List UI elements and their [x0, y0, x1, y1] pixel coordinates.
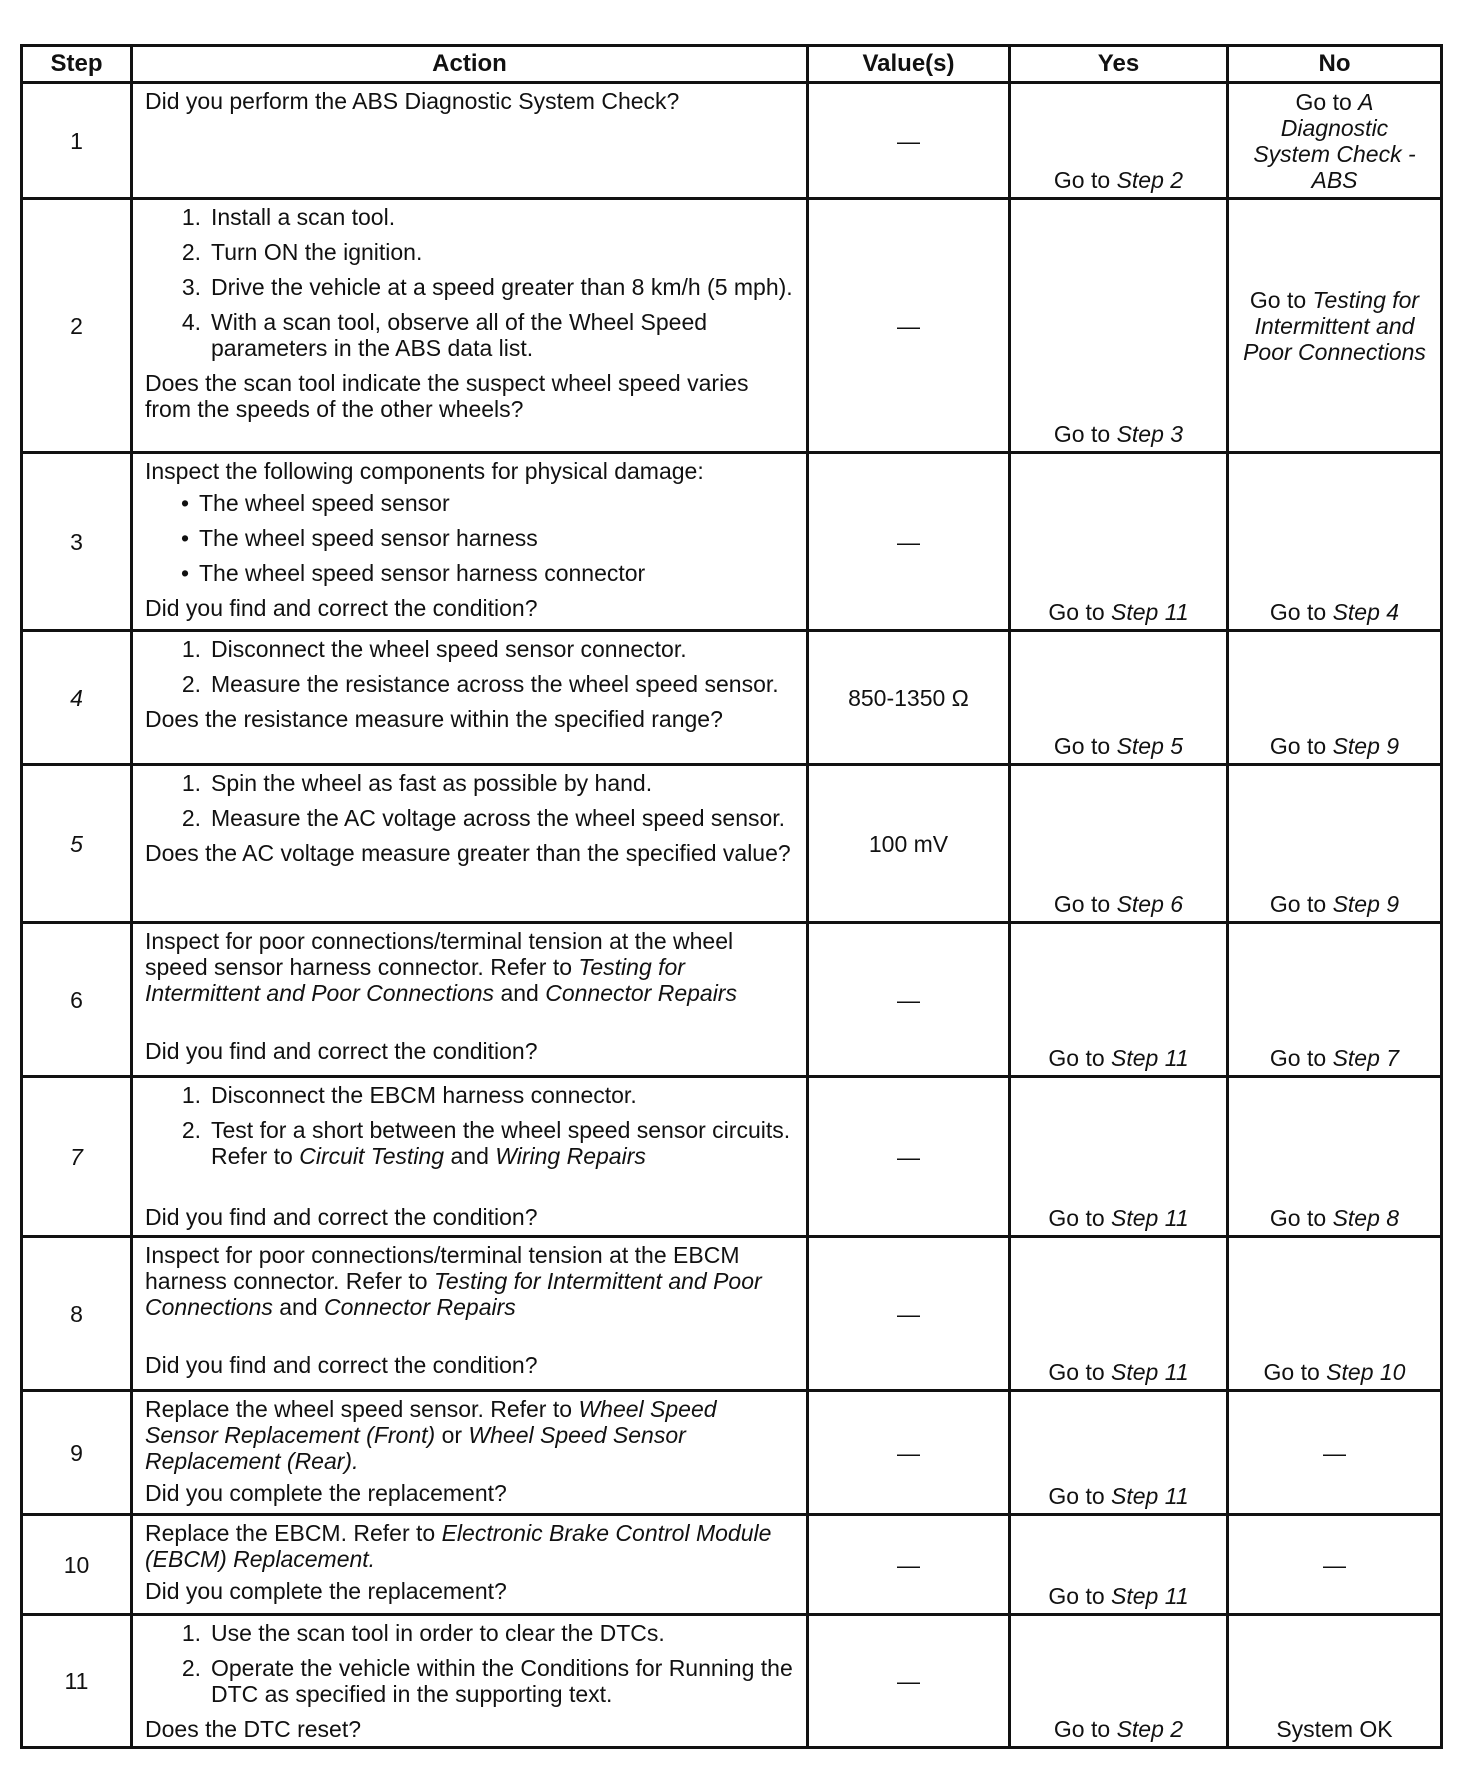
step-number: 4: [22, 631, 132, 765]
no-cell[interactable]: Go to Step 7: [1228, 923, 1442, 1077]
value-cell: —: [808, 1515, 1010, 1615]
step-number: 6: [22, 923, 132, 1077]
action-cell: [132, 1077, 808, 1237]
reference-link[interactable]: Wheel Speed Sensor Replacement (Rear).: [145, 1422, 686, 1474]
no-cell[interactable]: Go to Step 4: [1228, 453, 1442, 631]
list-item: 1. Disconnect the EBCM harness connector.: [181, 1082, 637, 1108]
list-item: 2. Measure the AC voltage across the wheel speed sensor.: [181, 805, 786, 831]
action-cell: [132, 199, 808, 453]
yes-cell[interactable]: Go to Step 11: [1010, 923, 1228, 1077]
yes-cell[interactable]: Go to Step 11: [1010, 1237, 1228, 1391]
action-intro: Replace the wheel speed sensor. Refer to Wheel Speed Sensor Replacement (Front) or Wheel Speed Sensor Replacement (Rear).: [145, 1396, 717, 1474]
no-step-link[interactable]: Step 4: [1332, 599, 1400, 625]
reference-link[interactable]: Wheel Speed Sensor Replacement (Front): [145, 1396, 717, 1448]
no-cell[interactable]: Go to A Diagnostic System Check - ABS: [1228, 83, 1442, 199]
yes-cell[interactable]: Go to Step 5: [1010, 631, 1228, 765]
yes-cell[interactable]: Go to Step 2: [1010, 1615, 1228, 1748]
table-row: [22, 199, 1442, 453]
list-item: • The wheel speed sensor harness: [180, 525, 538, 551]
no-cell[interactable]: Go to Testing for Intermittent and Poor Connections: [1228, 199, 1442, 453]
header-step: Step: [22, 46, 132, 83]
no-cell[interactable]: Go to Step 9: [1228, 631, 1442, 765]
no-step-link[interactable]: Step 9: [1332, 891, 1400, 917]
no-cell: —: [1228, 1515, 1442, 1615]
step-number: 7: [22, 1077, 132, 1237]
no-step-link[interactable]: Step 9: [1332, 733, 1400, 759]
table-row: [22, 1077, 1442, 1237]
header-no: No: [1228, 46, 1442, 83]
list-item: 3. Drive the vehicle at a speed greater than 8 km/h (5 mph).: [181, 274, 793, 300]
action-intro: Inspect the following components for physical damage:: [145, 458, 704, 484]
action-question: Does the resistance measure within the specified range?: [145, 706, 723, 732]
step-number: 5: [22, 765, 132, 923]
list-item: • The wheel speed sensor: [180, 490, 450, 516]
header-action: Action: [132, 46, 808, 83]
reference-link[interactable]: Circuit Testing: [299, 1143, 445, 1169]
action-cell: [132, 453, 808, 631]
yes-cell[interactable]: Go to Step 3: [1010, 199, 1228, 453]
action-question: Did you find and correct the condition?: [145, 1352, 538, 1378]
action-cell: [132, 1515, 808, 1615]
step-number: 8: [22, 1237, 132, 1391]
value-cell: —: [808, 83, 1010, 199]
list-item: 2. Turn ON the ignition.: [181, 239, 423, 265]
diagnostic-table-page: [20, 44, 1440, 1749]
action-question: Does the DTC reset?: [145, 1716, 362, 1742]
value-cell: —: [808, 1077, 1010, 1237]
table-row: [22, 83, 1442, 199]
header-values: Value(s): [808, 46, 1010, 83]
step-number: 9: [22, 1391, 132, 1515]
table-row: [22, 923, 1442, 1077]
action-question: Does the AC voltage measure greater than the specified value?: [145, 840, 791, 866]
value-cell: 100 mV: [808, 765, 1010, 923]
yes-step-link[interactable]: Step 11: [1111, 1483, 1189, 1509]
yes-cell[interactable]: Go to Step 11: [1010, 1077, 1228, 1237]
numbered-steps: [145, 636, 794, 697]
no-cell: System OK: [1228, 1615, 1442, 1748]
numbered-steps: [145, 1082, 794, 1169]
no-step-link[interactable]: Testing for Intermittent and Poor Connections: [1243, 286, 1426, 365]
action-question: Did you perform the ABS Diagnostic System Check?: [145, 88, 680, 114]
list-item: • The wheel speed sensor harness connector: [180, 560, 646, 586]
reference-link[interactable]: Testing for Intermittent and Poor Connections: [145, 1268, 762, 1320]
table-header-row: [22, 46, 1442, 83]
value-cell: —: [808, 1237, 1010, 1391]
list-item: 1. Disconnect the wheel speed sensor connector.: [181, 636, 687, 662]
list-item: 1. Use the scan tool in order to clear the DTCs.: [181, 1620, 665, 1646]
list-item: 1. Spin the wheel as fast as possible by hand.: [181, 770, 653, 796]
step-number: 1: [22, 83, 132, 199]
step-number: 11: [22, 1615, 132, 1748]
action-intro: Inspect for poor connections/terminal tension at the EBCM harness connector. Refer to Testing for Intermittent and Poor Connections and Connector Repairs: [145, 1242, 762, 1320]
numbered-steps: [145, 204, 794, 361]
no-cell[interactable]: Go to Step 8: [1228, 1077, 1442, 1237]
reference-link[interactable]: Connector Repairs: [545, 980, 737, 1006]
yes-step-link[interactable]: Step 2: [1116, 1716, 1184, 1742]
yes-step-link[interactable]: Step 2: [1116, 167, 1184, 193]
table-row: [22, 453, 1442, 631]
no-cell: —: [1228, 1391, 1442, 1515]
table-row: [22, 1237, 1442, 1391]
yes-cell[interactable]: Go to Step 11: [1010, 453, 1228, 631]
yes-step-link[interactable]: Step 5: [1116, 733, 1184, 759]
value-cell: —: [808, 453, 1010, 631]
yes-step-link[interactable]: Step 11: [1111, 1583, 1189, 1609]
list-item: 2. Measure the resistance across the wheel speed sensor.: [181, 671, 779, 697]
numbered-steps: [145, 1620, 794, 1707]
action-question: Did you find and correct the condition?: [145, 1038, 538, 1064]
action-cell: [132, 631, 808, 765]
no-step-link[interactable]: Step 7: [1332, 1045, 1400, 1071]
yes-step-link[interactable]: Step 11: [1111, 1045, 1189, 1071]
action-cell: [132, 83, 808, 199]
no-step-link[interactable]: Step 10: [1326, 1359, 1406, 1385]
header-yes: Yes: [1010, 46, 1228, 83]
yes-cell[interactable]: Go to Step 6: [1010, 765, 1228, 923]
action-cell: [132, 765, 808, 923]
action-question: Did you complete the replacement?: [145, 1480, 507, 1506]
diagnostic-table: [20, 44, 1443, 1749]
value-cell: —: [808, 923, 1010, 1077]
table-row: [22, 631, 1442, 765]
action-intro: Replace the EBCM. Refer to Electronic Brake Control Module (EBCM) Replacement.: [145, 1520, 772, 1572]
value-cell: 850-1350 Ω: [808, 631, 1010, 765]
no-cell[interactable]: Go to Step 9: [1228, 765, 1442, 923]
action-cell: [132, 1391, 808, 1515]
list-item: 2. Test for a short between the wheel speed sensor circuits. Refer to Circuit Testing and Wiring Repairs: [181, 1117, 791, 1169]
no-step-link[interactable]: A Diagnostic System Check - ABS: [1253, 89, 1416, 193]
table-row: [22, 1515, 1442, 1615]
step-number: 3: [22, 453, 132, 631]
bullet-list: [145, 490, 794, 586]
value-cell: —: [808, 1391, 1010, 1515]
yes-step-link[interactable]: Step 11: [1111, 599, 1189, 625]
yes-step-link[interactable]: Step 6: [1116, 891, 1184, 917]
value-cell: —: [808, 1615, 1010, 1748]
action-question: Did you complete the replacement?: [145, 1578, 507, 1604]
list-item: 4. With a scan tool, observe all of the Wheel Speed parameters in the ABS data list.: [181, 309, 708, 361]
action-question: Did you find and correct the condition?: [145, 595, 538, 621]
no-step-link[interactable]: Step 8: [1332, 1205, 1400, 1231]
reference-link[interactable]: Wiring Repairs: [495, 1143, 646, 1169]
value-cell: —: [808, 199, 1010, 453]
reference-link[interactable]: Electronic Brake Control Module (EBCM) Replacement.: [145, 1520, 772, 1572]
action-cell: [132, 1237, 808, 1391]
reference-link[interactable]: Testing for Intermittent and Poor Connections: [145, 954, 685, 1006]
yes-step-link[interactable]: Step 3: [1116, 421, 1184, 447]
yes-cell[interactable]: Go to Step 11: [1010, 1391, 1228, 1515]
yes-step-link[interactable]: Step 11: [1111, 1359, 1189, 1385]
list-item: 1. Install a scan tool.: [181, 204, 396, 230]
action-cell: [132, 1615, 808, 1748]
reference-link[interactable]: Connector Repairs: [324, 1294, 516, 1320]
yes-step-link[interactable]: Step 11: [1111, 1205, 1189, 1231]
step-number: 10: [22, 1515, 132, 1615]
action-intro: Inspect for poor connections/terminal tension at the wheel speed sensor harness connector. Refer to Testing for Intermittent and Poor Connections and Connector Repairs: [145, 928, 737, 1006]
yes-cell[interactable]: Go to Step 2: [1010, 83, 1228, 199]
list-item: 2. Operate the vehicle within the Conditions for Running the DTC as specified in the supporting text.: [181, 1655, 793, 1707]
action-question: Did you find and correct the condition?: [145, 1204, 538, 1230]
yes-cell[interactable]: Go to Step 11: [1010, 1515, 1228, 1615]
step-number: 2: [22, 199, 132, 453]
numbered-steps: [145, 770, 794, 831]
action-cell: [132, 923, 808, 1077]
action-question: Does the scan tool indicate the suspect wheel speed varies from the speeds of the other wheels?: [145, 370, 749, 422]
table-row: [22, 765, 1442, 923]
table-row: [22, 1615, 1442, 1748]
table-row: [22, 1391, 1442, 1515]
no-cell[interactable]: Go to Step 10: [1228, 1237, 1442, 1391]
